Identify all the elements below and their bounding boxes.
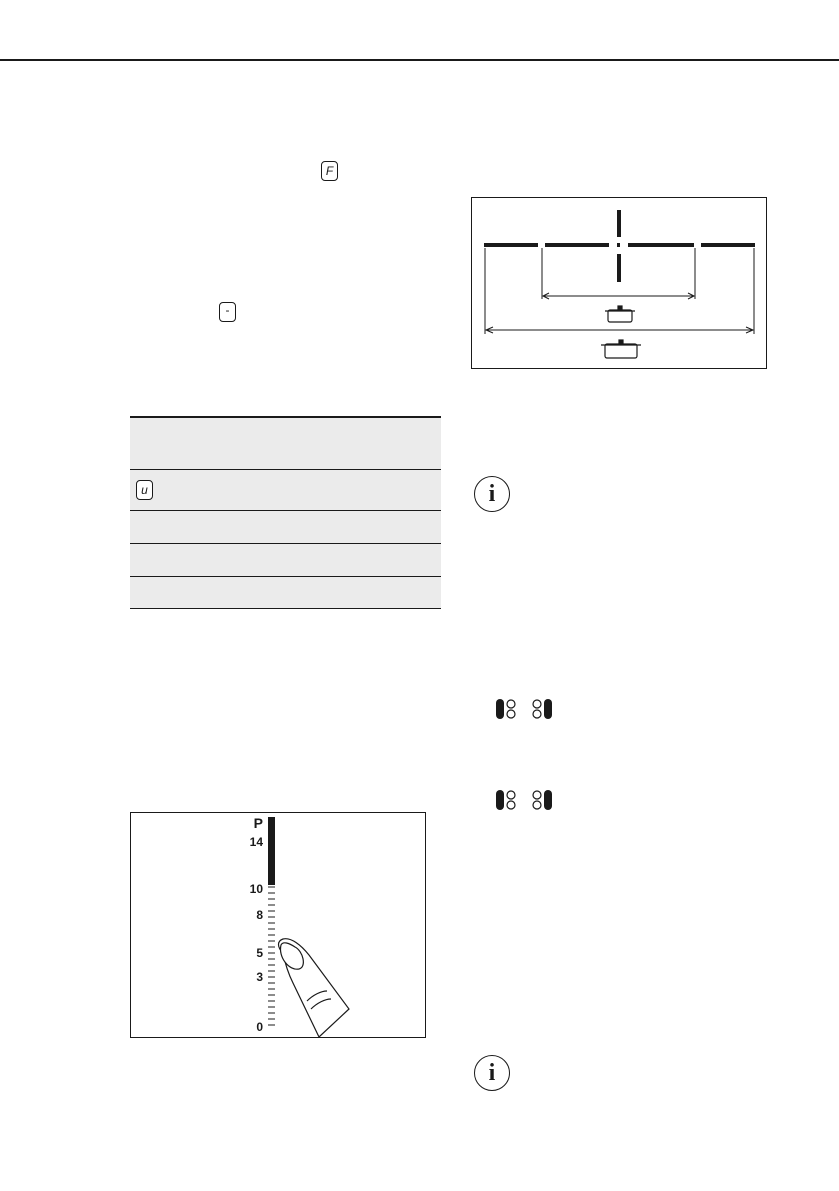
power-level-fill bbox=[268, 817, 275, 885]
table-row bbox=[130, 470, 441, 511]
slider-label-10: 10 bbox=[249, 882, 263, 896]
zone-diagram-svg bbox=[472, 198, 768, 370]
settings-table bbox=[130, 416, 441, 609]
info-icon: i bbox=[474, 1055, 510, 1091]
slider-label-5: 5 bbox=[256, 946, 263, 960]
minus-key-icon: - bbox=[219, 302, 236, 322]
table-row bbox=[130, 511, 441, 544]
page-top-rule bbox=[0, 59, 839, 61]
slider-label-8: 8 bbox=[256, 908, 263, 922]
slider-label-0: 0 bbox=[256, 1020, 263, 1034]
table-row bbox=[130, 544, 441, 577]
finger-touch-icon bbox=[279, 939, 350, 1037]
power-slider-figure bbox=[130, 812, 426, 1038]
table-header-row bbox=[130, 418, 441, 470]
slider-ticks bbox=[268, 887, 275, 1025]
large-pot-icon bbox=[601, 340, 641, 358]
bridge-zone-icon bbox=[495, 788, 559, 812]
slider-label-p: P bbox=[253, 815, 263, 831]
info-icon: i bbox=[474, 476, 510, 512]
slider-label-14: 14 bbox=[249, 835, 263, 849]
cooking-zone-diagram bbox=[471, 197, 767, 369]
slider-label-3: 3 bbox=[256, 970, 263, 984]
bridge-zone-icon bbox=[495, 697, 559, 721]
table-row bbox=[130, 577, 441, 609]
small-pot-icon bbox=[605, 306, 635, 322]
slider-graphic bbox=[131, 813, 425, 1037]
function-key-icon: F bbox=[321, 161, 338, 181]
table-key-icon: u bbox=[136, 480, 153, 500]
